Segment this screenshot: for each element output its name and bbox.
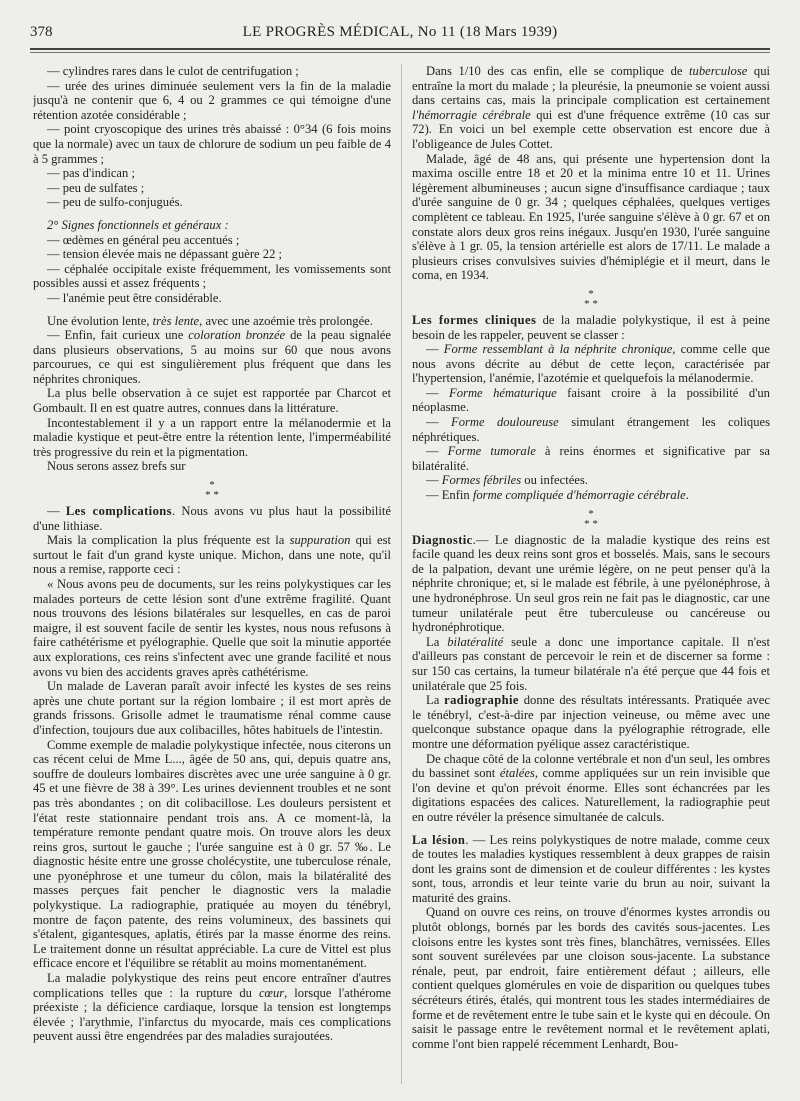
paragraph: Quand on ouvre ces reins, on trouve d'énormes kystes arrondis ou plutôt oblongs, bornés par les bords des cavités sous-jacentes. Les cloisons entre les kystes sont très fines, blanchâtres, vernissées. Elles sont souvent surélevées par une cloison sous-jacente. La substance rénale, peut, par endroit, faire entièrement défaut ; ailleurs, elle contient quelques glomérules en voie de disparition ou quelques tubes sécréteurs étirés, étalés, qui montrent tous les stades intermédiaires de forme et de revêtement entre le tube sain et le kyste qui en découle. On saisit le passage entre le revêtement normal et le revêtement aplati, comme l'ont bien rappelé récemment Lenhardt, Bou- [412,905,770,1051]
column-divider [401,64,402,1084]
paragraph: La maladie polykystique des reins peut encore entraîner d'autres complications telles que : la rupture du cœur, lorsque l'athérome préexiste ; la déficience cardiaque, lorsque la tension est longtemps élevée ; l'arythmie, l'infarctus du myocarde, mais ces complications peuvent aussi être engendrées par des maladies surajoutées. [33,971,391,1044]
list-item: — Forme tumorale à reins énormes et significative par sa bilatéralité. [412,444,770,473]
section-heading: Diagnostic [412,532,473,547]
paragraph: — œdèmes en général peu accentués ; [47,232,240,247]
paragraph: Malade, âgé de 48 ans, qui présente une hypertension dont la maxima oscille entre 18 et 20 et la minima entre 10 et 11. Urines légèrement albumineuses ; aucun signe d'insuffisance cardiaque ; taux d'urée sanguine de 0 gr. 34 ; quelques céphalées, quelques vertiges complètent ce tableau. En 1925, l'urée sanguine s'élève à 0 gr. 67 et on constate alors deux gros reins inégaux. Jusqu'en 1930, l'urée sanguine s'élève à 1 gr. 05, la tension artérielle est alors de 17/11. Le malade a plusieurs crises convulsives suivies d'hémiplégie et il meurt, dans le coma, en 1934. [412,151,770,283]
paragraph: — Enfin, fait curieux une coloration bronzée de la peau signalée dans plusieurs observations, 5 au moins sur 60 que nous avons parcourues, ce qui est singulièrement plus fréquent que dans les néphrites chroniques. [33,328,391,386]
section-separator-asterisks: * * * [584,287,598,310]
paragraph: — l'anémie peut être considérable. [47,290,222,305]
list-item: — Formes fébriles ou infectées. [426,473,588,488]
paragraph: — pas d'indican ; [47,166,135,181]
paragraph: — peu de sulfates ; [47,180,145,195]
left-column [33,64,391,1084]
section-paragraph-diagnostic: Diagnostic.— Le diagnostic de la maladie kystique des reins est facile quand les deux reins sont gros et bosselés. Mais, sans le secours de la palpation, devant une urémie légère, on ne peut penser qu'à la néphrite chronique; et, si le malade est fébrile, à une pyélonéphrose, à une hydronéphrose. Un seul gros rein ne fait pas le diagnostic, car une tumeur unilatérale peut être tuberculeuse ou cancéreuse ou hydronéphrotique. [412,532,770,635]
list-item: — Enfin forme compliquée d'hémorragie cérébrale. [426,488,689,503]
paragraph: De chaque côté de la colonne vertébrale et non d'un seul, les ombres du bassinet sont étalées, comme appliquées sur un rein invisible que l'on devine et qu'on prévoit énorme. Elles sont échancrées par les digitations espacées des calices. Naturellement, la radiographie peut en outre révéler la présence simultanée de calculs. [412,751,770,824]
section-heading: Les formes cliniques [412,312,537,327]
paragraph: — urée des urines diminuée seulement vers la fin de la maladie jusqu'à ne contenir que 6, 4 ou 2 grammes ce qui témoigne d'une rétention azotée considérable ; [33,78,391,122]
paragraph: — peu de sulfo-conjugués. [47,195,183,210]
paragraph: Nous serons assez brefs sur [47,459,186,474]
paragraph: — point cryoscopique des urines très abaissé : 0°34 (6 fois moins que la normale) avec un taux de chlorure de sodium un peu faible de 4 à 5 grammes ; [33,122,391,166]
paragraph: Incontestablement il y a un rapport entre la mélanodermie et la maladie kystique et peut-être entre la rétention lente, l'imperméabilité très progressive du rein et la pigmentation. [33,415,391,459]
subheading: 2° Signes fonctionnels et généraux : [47,217,229,232]
paragraph: Un malade de Laveran paraît avoir infecté les kystes de ses reins après une chute portant sur la région lombaire ; il est mort après de grands frissons. Grisolle admet le traumatisme rénal comme cause d'infection, toujours due aux colibacilles, hôtes habituels de l'intestin. [33,679,391,737]
header-rule-thin [30,52,770,53]
running-header [30,24,770,48]
list-item: — Forme hématurique faisant croire à la possibilité d'un néoplasme. [412,385,770,415]
paragraph: La radiographie donne des résultats intéressants. Pratiquée avec le ténébryl, c'est-à-dire par injection veineuse, ou même avec une quelconque substance opaque dans la pyélographie rétrograde, elle montre une déformation pyélique assez caractéristique. [412,693,770,751]
section-paragraph-lesion: La lésion. — Les reins polykystiques de notre malade, comme ceux de toutes les maladies kystiques ressemblent à deux grappes de raisin dont les grains sont de dimension et de couleur différentes : les kystes sont, tous, arrondis et leur teinte varie du brun au noir, suivant la maturité des grains. [412,832,770,905]
right-column [412,64,770,1084]
running-title: LE PROGRÈS MÉDICAL, No 11 (18 Mars 1939) [242,24,558,40]
section-separator-asterisks: * * * [205,479,219,502]
paragraph: Mais la complication la plus fréquente est la suppuration qui est surtout le fait d'un grand kyste unique. Michon, dans une note, qu'il nous a remise, rapporte ceci : [33,533,391,577]
section-paragraph-forms: Les formes cliniques de la maladie polykystique, il est à peine besoin de les rappeler, peuvent se classer : [412,312,770,342]
list-item: — Forme douloureuse simulant étrangement les coliques néphrétiques. [412,415,770,444]
paragraph: Comme exemple de maladie polykystique infectée, nous citerons un cas récent celui de Mme L..., âgée de 50 ans, qui, depuis quatre ans, souffre de douleurs lombaires discrètes avec une urée sanguine à 0 gr. 45 et une fièvre de 38 à 39°. Les urines deviennent troubles et ne sont pas très abondantes ; on dit colibacillose. Les douleurs persistent et l'état reste stationnaire pendant trois ans. A ce moment-là, la température remonte pendant quatre mois. On trouve alors les deux reins gros, surtout le gauche ; l'urée sanguine est à 0 gr. 57 ‰. Le diagnostic hésite entre une grosse cholécystite, une tuberculose rénale, une pyonéphrose et une tumeur du côlon, mais la bilatéralité des masses perçues fait pencher le diagnostic vers la maladie polykystique. La radiographie, pratiquée au moyen du ténébryl, montre de façon patente, des reins volumineux, des bassinets qui s'étalent, gigantesques, aplatis, étirés par la masse énorme des reins. Le traitement donne un résultat appréciable. La cure de Vittel est plus efficace encore et l'équilibre se rétablit au moins momentanément. [33,737,391,971]
section-heading: La lésion [412,832,466,847]
list-item: — Forme ressemblant à la néphrite chronique, comme celle que nous avons décrite au début de cette leçon, caractérisée par l'hypertension, l'anémie, l'azotémie et quelquefois la mélanodermie. [412,342,770,386]
page-number: 378 [30,24,53,40]
paragraph: Dans 1/10 des cas enfin, elle se complique de tuberculose qui entraîne la mort du malade ; la pleurésie, la pneumonie se voient aussi dans certains cas, mais la principale complication est certainement l'hémorragie cérébrale qui est d'une fréquence extrême (10 cas sur 72). En voici un bel exemple cette observation est encore due à l'obligeance de Jules Cottet. [412,64,770,151]
section-heading: Les complications [65,504,172,519]
header-rule [30,48,770,50]
paragraph: — cylindres rares dans le culot de centrifugation ; [47,64,299,78]
section-paragraph-complications: — Les complications. Nous avons vu plus haut la possibilité d'une lithiase. [33,504,391,533]
paragraph: La bilatéralité seule a donc une importance capitale. Il n'est d'ailleurs pas constant de percevoir le rein et de discerner sa forme : sur 150 cas certains, la tumeur bilatérale n'a été perçue que 44 fois et unilatérale que 25 fois. [412,634,770,693]
paragraph: — céphalée occipitale existe fréquemment, les vomissements sont possibles aussi et assez fréquents ; [33,261,391,291]
paragraph: « Nous avons peu de documents, sur les reins polykystiques car les malades porteurs de cette lésion sont d'une extrême fragilité. Quant nous trouvons des lésions bilatérales sur lesquelles, en cas de paroi maigre, il est souvent facile de sentir les kystes, nous nous refusons à faire cathétérisme et pyélographie. Quelle que soit la minutie apportée aux explorations, ces reins s'infectent avec une grande facilité et nous avons vu bien des accidents graves après cathétérisme. [33,577,391,679]
paragraph: Une évolution lente, très lente, avec une azoémie très prolongée. [47,313,373,328]
paragraph: — tension élevée mais ne dépassant guère 22 ; [47,247,283,262]
paragraph: La plus belle observation à ce sujet est rapportée par Charcot et Gombault. Il en est quatre autres, connues dans la littérature. [33,386,391,416]
section-separator-asterisks: * * * [584,507,598,530]
